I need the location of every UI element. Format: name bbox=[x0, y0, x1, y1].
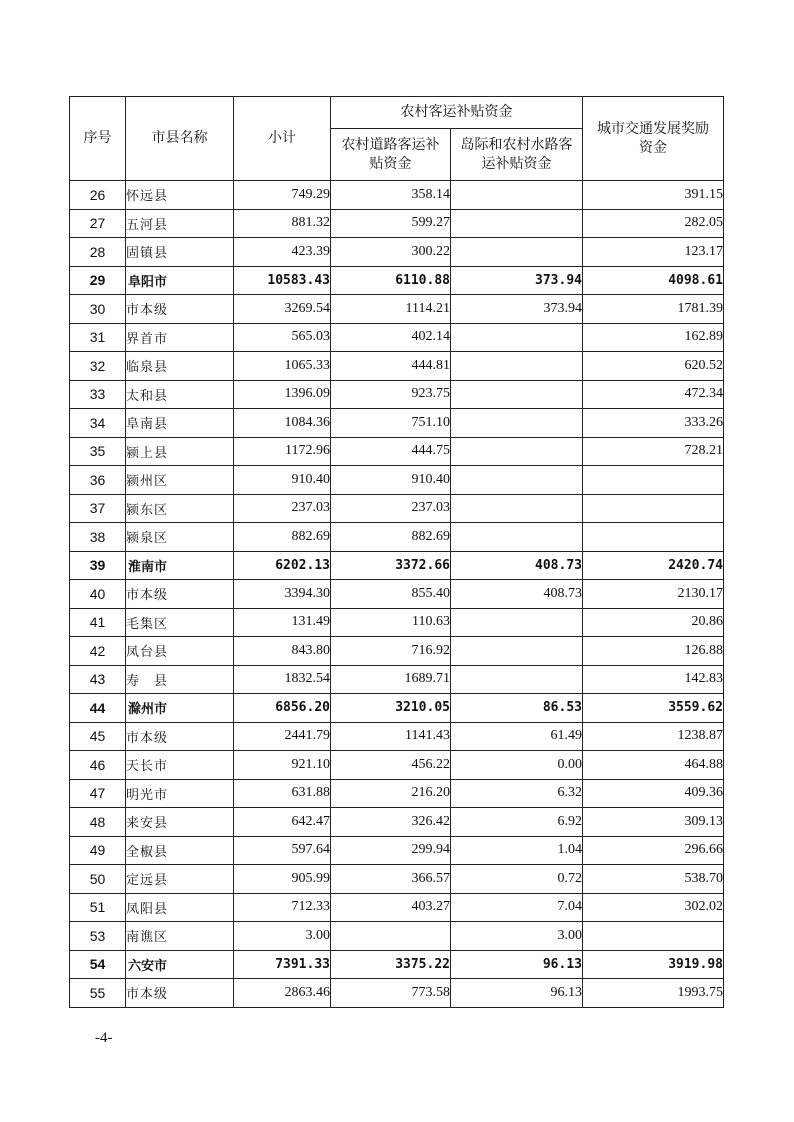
table-row bbox=[70, 238, 724, 267]
subtotal-value: 6202.13 bbox=[234, 551, 331, 580]
island-water-value: 373.94 bbox=[451, 266, 583, 295]
region-name: 凤阳县 bbox=[126, 893, 234, 922]
island-water-value: 373.94 bbox=[451, 295, 583, 324]
region-name: 怀远县 bbox=[126, 181, 234, 210]
urban-value: 391.15 bbox=[583, 181, 724, 210]
row-number: 43 bbox=[70, 665, 126, 694]
island-water-value: 86.53 bbox=[451, 694, 583, 723]
subtotal-value: 423.39 bbox=[234, 238, 331, 267]
island-water-value: 96.13 bbox=[451, 979, 583, 1008]
urban-value: 126.88 bbox=[583, 637, 724, 666]
urban-value: 3559.62 bbox=[583, 694, 724, 723]
island-water-value: 0.00 bbox=[451, 751, 583, 780]
urban-value: 282.05 bbox=[583, 209, 724, 238]
region-name: 淮南市 bbox=[126, 551, 234, 580]
row-number: 55 bbox=[70, 979, 126, 1008]
table-row bbox=[70, 808, 724, 837]
rural-road-value: 403.27 bbox=[331, 893, 451, 922]
subtotal-value: 749.29 bbox=[234, 181, 331, 210]
subtotal-value: 10583.43 bbox=[234, 266, 331, 295]
row-number: 49 bbox=[70, 836, 126, 865]
urban-value: 3919.98 bbox=[583, 950, 724, 979]
subtotal-value: 597.64 bbox=[234, 836, 331, 865]
region-name: 颍东区 bbox=[126, 494, 234, 523]
table-row bbox=[70, 722, 724, 751]
row-number: 47 bbox=[70, 779, 126, 808]
urban-value: 1781.39 bbox=[583, 295, 724, 324]
rural-road-value: 326.42 bbox=[331, 808, 451, 837]
urban-value: 2420.74 bbox=[583, 551, 724, 580]
row-number: 33 bbox=[70, 380, 126, 409]
table-row bbox=[70, 494, 724, 523]
subtotal-value: 712.33 bbox=[234, 893, 331, 922]
table-row bbox=[70, 637, 724, 666]
region-name: 临泉县 bbox=[126, 352, 234, 381]
island-water-value: 408.73 bbox=[451, 580, 583, 609]
region-name: 界首市 bbox=[126, 323, 234, 352]
table-row bbox=[70, 181, 724, 210]
rural-road-value: 366.57 bbox=[331, 865, 451, 894]
row-number: 28 bbox=[70, 238, 126, 267]
rural-road-value: 6110.88 bbox=[331, 266, 451, 295]
header-rural-road: 农村道路客运补贴资金 bbox=[331, 129, 451, 181]
urban-value: 538.70 bbox=[583, 865, 724, 894]
header-rural-group: 农村客运补贴资金 bbox=[331, 97, 583, 129]
row-number: 30 bbox=[70, 295, 126, 324]
row-number: 48 bbox=[70, 808, 126, 837]
subtotal-value: 3394.30 bbox=[234, 580, 331, 609]
rural-road-value: 299.94 bbox=[331, 836, 451, 865]
urban-value: 309.13 bbox=[583, 808, 724, 837]
city-row bbox=[70, 950, 724, 979]
region-name: 市本级 bbox=[126, 722, 234, 751]
urban-value: 2130.17 bbox=[583, 580, 724, 609]
row-number: 41 bbox=[70, 608, 126, 637]
table-row bbox=[70, 608, 724, 637]
subtotal-value: 1832.54 bbox=[234, 665, 331, 694]
row-number: 31 bbox=[70, 323, 126, 352]
region-name: 太和县 bbox=[126, 380, 234, 409]
subtotal-value: 565.03 bbox=[234, 323, 331, 352]
urban-value: 162.89 bbox=[583, 323, 724, 352]
subtotal-value: 905.99 bbox=[234, 865, 331, 894]
table-body bbox=[70, 181, 724, 1008]
row-number: 54 bbox=[70, 950, 126, 979]
region-name: 来安县 bbox=[126, 808, 234, 837]
region-name: 五河县 bbox=[126, 209, 234, 238]
region-name: 市本级 bbox=[126, 979, 234, 1008]
rural-road-value: 882.69 bbox=[331, 523, 451, 552]
city-row bbox=[70, 694, 724, 723]
urban-value bbox=[583, 466, 724, 495]
island-water-value: 408.73 bbox=[451, 551, 583, 580]
row-number: 27 bbox=[70, 209, 126, 238]
subtotal-value: 642.47 bbox=[234, 808, 331, 837]
rural-road-value: 1141.43 bbox=[331, 722, 451, 751]
table-row bbox=[70, 409, 724, 438]
island-water-value bbox=[451, 409, 583, 438]
subtotal-value: 910.40 bbox=[234, 466, 331, 495]
island-water-value bbox=[451, 608, 583, 637]
row-number: 40 bbox=[70, 580, 126, 609]
row-number: 34 bbox=[70, 409, 126, 438]
header-row-top bbox=[70, 97, 724, 129]
city-row bbox=[70, 551, 724, 580]
island-water-value bbox=[451, 523, 583, 552]
subtotal-value: 131.49 bbox=[234, 608, 331, 637]
table-row bbox=[70, 437, 724, 466]
rural-road-value: 751.10 bbox=[331, 409, 451, 438]
region-name: 阜阳市 bbox=[126, 266, 234, 295]
row-number: 45 bbox=[70, 722, 126, 751]
region-name: 固镇县 bbox=[126, 238, 234, 267]
region-name: 阜南县 bbox=[126, 409, 234, 438]
rural-road-value: 456.22 bbox=[331, 751, 451, 780]
island-water-value bbox=[451, 181, 583, 210]
urban-value: 620.52 bbox=[583, 352, 724, 381]
subtotal-value: 1084.36 bbox=[234, 409, 331, 438]
urban-value: 20.86 bbox=[583, 608, 724, 637]
region-name: 颍泉区 bbox=[126, 523, 234, 552]
table-row bbox=[70, 836, 724, 865]
region-name: 毛集区 bbox=[126, 608, 234, 637]
rural-road-value: 402.14 bbox=[331, 323, 451, 352]
row-number: 50 bbox=[70, 865, 126, 894]
fund-allocation-table bbox=[69, 96, 724, 1008]
island-water-value bbox=[451, 380, 583, 409]
subtotal-value: 1396.09 bbox=[234, 380, 331, 409]
row-number: 29 bbox=[70, 266, 126, 295]
rural-road-value: 300.22 bbox=[331, 238, 451, 267]
urban-value: 123.17 bbox=[583, 238, 724, 267]
header-name: 市县名称 bbox=[126, 97, 234, 181]
rural-road-value: 910.40 bbox=[331, 466, 451, 495]
island-water-value: 6.32 bbox=[451, 779, 583, 808]
region-name: 六安市 bbox=[126, 950, 234, 979]
row-number: 32 bbox=[70, 352, 126, 381]
table-row bbox=[70, 466, 724, 495]
table-row bbox=[70, 295, 724, 324]
island-water-value bbox=[451, 323, 583, 352]
rural-road-value: 358.14 bbox=[331, 181, 451, 210]
urban-value: 1993.75 bbox=[583, 979, 724, 1008]
island-water-value: 3.00 bbox=[451, 922, 583, 951]
rural-road-value: 923.75 bbox=[331, 380, 451, 409]
urban-value: 728.21 bbox=[583, 437, 724, 466]
subtotal-value: 1172.96 bbox=[234, 437, 331, 466]
header-urban: 城市交通发展奖励资金 bbox=[583, 97, 724, 181]
table-row bbox=[70, 779, 724, 808]
row-number: 26 bbox=[70, 181, 126, 210]
island-water-value bbox=[451, 494, 583, 523]
row-number: 36 bbox=[70, 466, 126, 495]
island-water-value: 61.49 bbox=[451, 722, 583, 751]
subtotal-value: 2441.79 bbox=[234, 722, 331, 751]
island-water-value: 96.13 bbox=[451, 950, 583, 979]
subtotal-value: 882.69 bbox=[234, 523, 331, 552]
subtotal-value: 881.32 bbox=[234, 209, 331, 238]
island-water-value bbox=[451, 665, 583, 694]
table-row bbox=[70, 751, 724, 780]
island-water-value: 1.04 bbox=[451, 836, 583, 865]
urban-value: 472.34 bbox=[583, 380, 724, 409]
header-island-water: 岛际和农村水路客运补贴资金 bbox=[451, 129, 583, 181]
urban-value bbox=[583, 922, 724, 951]
urban-value: 464.88 bbox=[583, 751, 724, 780]
row-number: 35 bbox=[70, 437, 126, 466]
row-number: 39 bbox=[70, 551, 126, 580]
rural-road-value: 216.20 bbox=[331, 779, 451, 808]
rural-road-value: 444.75 bbox=[331, 437, 451, 466]
rural-road-value: 855.40 bbox=[331, 580, 451, 609]
rural-road-value: 237.03 bbox=[331, 494, 451, 523]
urban-value: 4098.61 bbox=[583, 266, 724, 295]
table-row bbox=[70, 209, 724, 238]
table-row bbox=[70, 523, 724, 552]
subtotal-value: 631.88 bbox=[234, 779, 331, 808]
row-number: 53 bbox=[70, 922, 126, 951]
region-name: 市本级 bbox=[126, 295, 234, 324]
rural-road-value: 773.58 bbox=[331, 979, 451, 1008]
rural-road-value: 3375.22 bbox=[331, 950, 451, 979]
header-subtotal: 小计 bbox=[234, 97, 331, 181]
island-water-value: 7.04 bbox=[451, 893, 583, 922]
region-name: 滁州市 bbox=[126, 694, 234, 723]
header-seq: 序号 bbox=[70, 97, 126, 181]
urban-value: 296.66 bbox=[583, 836, 724, 865]
rural-road-value: 3372.66 bbox=[331, 551, 451, 580]
subtotal-value: 3.00 bbox=[234, 922, 331, 951]
table-row bbox=[70, 352, 724, 381]
island-water-value bbox=[451, 238, 583, 267]
region-name: 颍上县 bbox=[126, 437, 234, 466]
subtotal-value: 237.03 bbox=[234, 494, 331, 523]
rural-road-value: 110.63 bbox=[331, 608, 451, 637]
urban-value: 409.36 bbox=[583, 779, 724, 808]
region-name: 南谯区 bbox=[126, 922, 234, 951]
row-number: 51 bbox=[70, 893, 126, 922]
table-row bbox=[70, 979, 724, 1008]
city-row bbox=[70, 266, 724, 295]
urban-value bbox=[583, 523, 724, 552]
island-water-value bbox=[451, 352, 583, 381]
urban-value: 333.26 bbox=[583, 409, 724, 438]
rural-road-value: 1114.21 bbox=[331, 295, 451, 324]
subtotal-value: 6856.20 bbox=[234, 694, 331, 723]
row-number: 44 bbox=[70, 694, 126, 723]
urban-value: 302.02 bbox=[583, 893, 724, 922]
rural-road-value: 599.27 bbox=[331, 209, 451, 238]
table-row bbox=[70, 323, 724, 352]
table-row bbox=[70, 665, 724, 694]
subtotal-value: 843.80 bbox=[234, 637, 331, 666]
rural-road-value: 3210.05 bbox=[331, 694, 451, 723]
subtotal-value: 2863.46 bbox=[234, 979, 331, 1008]
rural-road-value bbox=[331, 922, 451, 951]
table-row bbox=[70, 380, 724, 409]
island-water-value bbox=[451, 466, 583, 495]
urban-value: 1238.87 bbox=[583, 722, 724, 751]
island-water-value bbox=[451, 437, 583, 466]
island-water-value bbox=[451, 637, 583, 666]
urban-value bbox=[583, 494, 724, 523]
island-water-value bbox=[451, 209, 583, 238]
island-water-value: 0.72 bbox=[451, 865, 583, 894]
region-name: 定远县 bbox=[126, 865, 234, 894]
table-row bbox=[70, 922, 724, 951]
region-name: 颍州区 bbox=[126, 466, 234, 495]
subtotal-value: 3269.54 bbox=[234, 295, 331, 324]
table-row bbox=[70, 893, 724, 922]
region-name: 天长市 bbox=[126, 751, 234, 780]
row-number: 37 bbox=[70, 494, 126, 523]
region-name: 明光市 bbox=[126, 779, 234, 808]
rural-road-value: 716.92 bbox=[331, 637, 451, 666]
table-row bbox=[70, 865, 724, 894]
region-name: 凤台县 bbox=[126, 637, 234, 666]
table-row bbox=[70, 580, 724, 609]
subtotal-value: 7391.33 bbox=[234, 950, 331, 979]
subtotal-value: 1065.33 bbox=[234, 352, 331, 381]
row-number: 38 bbox=[70, 523, 126, 552]
region-name: 寿 县 bbox=[126, 665, 234, 694]
row-number: 42 bbox=[70, 637, 126, 666]
page-number: -4- bbox=[95, 1030, 113, 1046]
region-name: 全椒县 bbox=[126, 836, 234, 865]
island-water-value: 6.92 bbox=[451, 808, 583, 837]
rural-road-value: 444.81 bbox=[331, 352, 451, 381]
urban-value: 142.83 bbox=[583, 665, 724, 694]
row-number: 46 bbox=[70, 751, 126, 780]
subtotal-value: 921.10 bbox=[234, 751, 331, 780]
rural-road-value: 1689.71 bbox=[331, 665, 451, 694]
region-name: 市本级 bbox=[126, 580, 234, 609]
